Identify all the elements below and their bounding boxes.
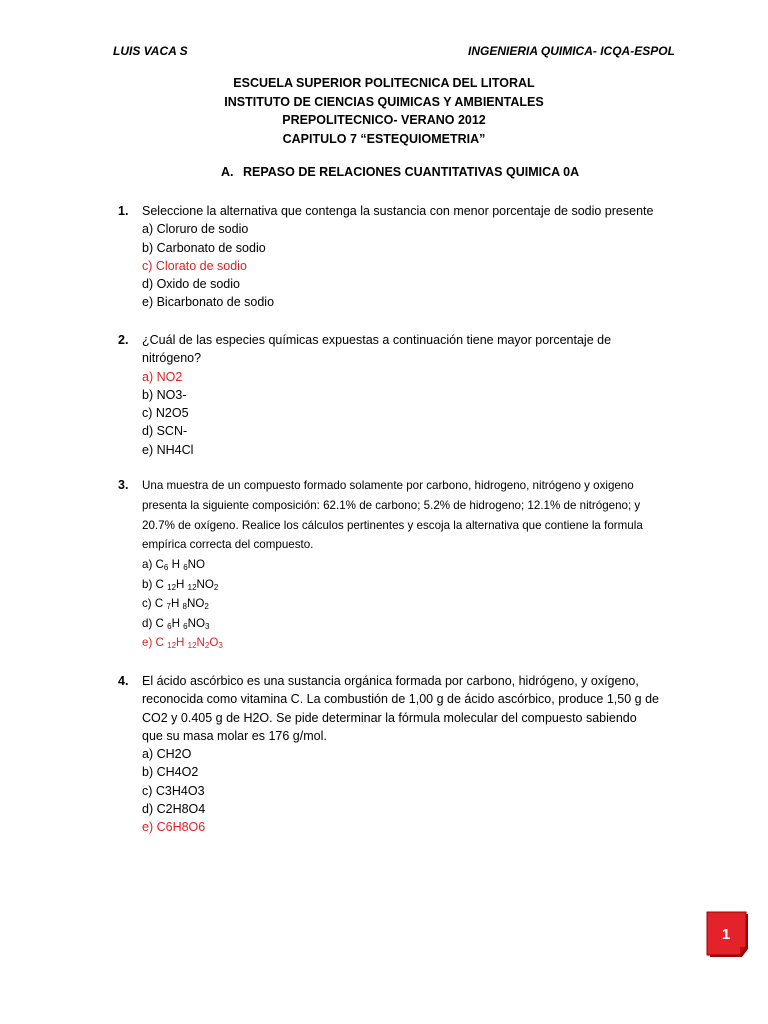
option-d: d) Oxido de sodio xyxy=(142,277,240,292)
option-e: e) Bicarbonato de sodio xyxy=(142,295,275,310)
option-b: b) NO3- xyxy=(142,387,187,402)
question-text-line-4: que su masa molar es 176 g/mol. xyxy=(142,728,327,743)
question-number: 3. xyxy=(118,478,129,492)
question-text-line-3: CO2 y 0.405 g de H2O. Se pide determinar la fórmula molecular del compuesto sabiendo xyxy=(142,710,637,725)
page-number-badge xyxy=(706,911,754,959)
option-e: e) NH4Cl xyxy=(142,442,194,457)
option-a: a) CH2O xyxy=(142,747,192,762)
option-a-correct: a) NO2 xyxy=(142,369,183,384)
option-b: b) Carbonato de sodio xyxy=(142,240,266,255)
question-text-line-4: empírica correcta del compuesto. xyxy=(142,538,314,552)
section-heading xyxy=(221,165,579,179)
option-a: a) $C_6$ H $_6$NO xyxy=(142,558,206,573)
title-school: ESCUELA SUPERIOR POLITECNICA DEL LITORAL xyxy=(233,76,535,90)
question-number: 2. xyxy=(118,333,129,347)
question-number: 1. xyxy=(118,204,129,218)
title-course: PREPOLITECNICO- VERANO 2012 xyxy=(282,113,486,127)
question-text: Seleccione la alternativa que contenga la sustancia con menor porcentaje de sodio presente xyxy=(142,204,654,218)
page-number: 1 xyxy=(721,926,731,943)
question-text-line-2: nitrógeno? xyxy=(142,351,202,366)
option-d: d) C2H8O4 xyxy=(142,802,206,817)
option-c: c) N2O5 xyxy=(142,406,189,421)
question-number: 4. xyxy=(118,674,129,688)
question-text-line-1: El ácido ascórbico es una sustancia orgánica formada por carbono, hidrógeno, y oxígeno, xyxy=(142,674,639,688)
question-text-line-3: 20.7% de oxígeno. Realice los cálculos pertinentes y escoja la alternativa que contiene la formula xyxy=(142,518,643,532)
option-e-correct: e) C $_{12}$H $_{12}N_2O_3$ xyxy=(142,636,223,651)
question-2 xyxy=(118,331,718,459)
header-author: LUIS VACA S xyxy=(113,44,188,58)
option-c: c) C3H4O3 xyxy=(142,783,205,798)
option-b: b) C $_{12}$H $_{12}NO_2$ xyxy=(142,577,219,592)
title-institute: INSTITUTO DE CIENCIAS QUIMICAS Y AMBIENTALES xyxy=(224,94,544,109)
option-b: b) CH4O2 xyxy=(142,765,199,780)
option-c: c) C $_7$H $_8NO_2$ xyxy=(142,597,209,612)
question-4 xyxy=(118,672,718,837)
option-a: a) Cloruro de sodio xyxy=(142,222,249,237)
option-d: d) C $_6$H $_6NO_3$ xyxy=(142,616,210,631)
question-3 xyxy=(118,476,718,653)
question-1 xyxy=(118,202,718,312)
question-text-line-2: presenta la siguiente composición: 62.1% de carbono; 5.2% de hidrogeno; 12.1% de nitrógeno; y xyxy=(142,498,641,512)
option-d: d) SCN- xyxy=(142,424,188,439)
question-text-line-1: ¿Cuál de las especies químicas expuestas a continuación tiene mayor porcentaje de xyxy=(142,333,612,347)
title-chapter: CAPITULO 7 “ESTEQUIOMETRIA” xyxy=(282,131,486,146)
section-title: REPASO DE RELACIONES CUANTITATIVAS QUIMICA 0A xyxy=(243,165,580,179)
header-department: INGENIERIA QUIMICA- ICQA-ESPOL xyxy=(468,44,675,58)
section-letter: A. xyxy=(221,165,234,179)
question-text-line-1: Una muestra de un compuesto formado solamente por carbono, hidrogeno, nitrógeno y oxigeno xyxy=(142,479,634,492)
option-e-correct: e) C6H8O6 xyxy=(142,820,206,835)
option-c-correct: c) Clorato de sodio xyxy=(142,258,247,273)
question-text-line-2: reconocida como vitamina C. La combustión de 1,00 g de ácido ascórbico, produce 1,50 g de xyxy=(142,692,659,707)
document-titles xyxy=(0,74,768,148)
